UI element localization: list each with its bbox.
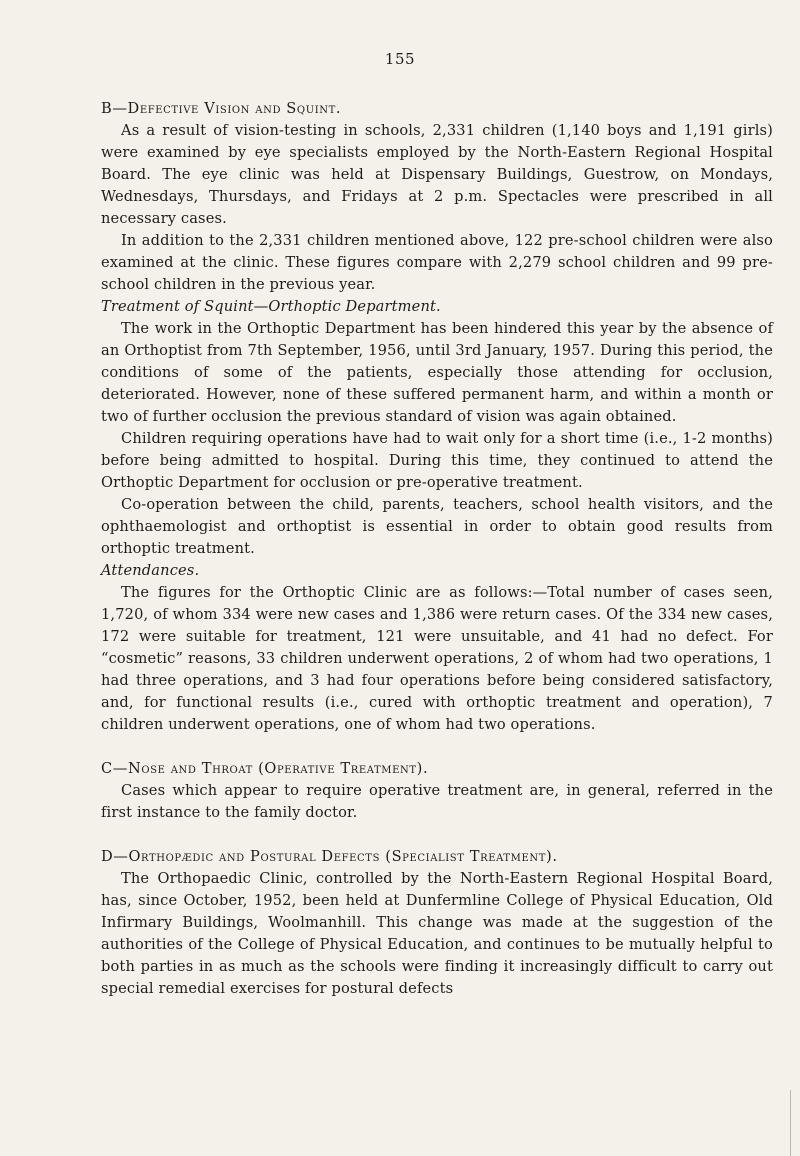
section-b-heading: B—Defective Vision and Squint. xyxy=(101,100,342,117)
section-b-paragraph-2: In addition to the 2,331 children mentioned above, 122 pre-school children were also examined at the clinic. These figures compare with 2,279 school children and 99 pre-school children in the previous year. xyxy=(101,232,773,293)
treatment-subheading: Treatment of Squint—Orthoptic Department. xyxy=(101,298,441,315)
attendances-subheading: Attendances. xyxy=(101,562,200,579)
section-d-paragraph: The Orthopaedic Clinic, controlled by the North-Eastern Regional Hospital Board, has, since October, 1952, been held at Dunfermline College of Physical Education, Old Infirmary Buildings, Woolmanhill. This change was made at the suggestion of the authorities of the College of Physical Education, and continues to be mutually helpful to both parties in as much as the schools were finding it increasingly difficult to carry out special remedial exercises for postural defects xyxy=(101,870,773,997)
section-spacer xyxy=(101,824,773,846)
treatment-paragraph-1: The work in the Orthoptic Department has been hindered this year by the absence of an Orthoptist from 7th September, 1956, until 3rd January, 1957. During this period, the conditions of some of the patients, especially those attending for occlusion, deteriorated. However, none of these suffered permanent harm, and within a month or two of further occlusion the previous standard of vision was again obtained. xyxy=(101,320,773,425)
section-spacer xyxy=(101,736,773,758)
margin-rule xyxy=(790,1090,791,1156)
page-number: 155 xyxy=(384,50,416,68)
section-c-paragraph: Cases which appear to require operative treatment are, in general, referred in the first instance to the family doctor. xyxy=(101,782,773,821)
section-d-heading: D—Orthopædic and Postural Defects (Specialist Treatment). xyxy=(101,848,558,865)
attendances-paragraph: The figures for the Orthoptic Clinic are as follows:—Total number of cases seen, 1,720, of whom 334 were new cases and 1,386 were return cases. Of the 334 new cases, 172 were suitable for treatment, 121 were unsuitable, and 41 had no defect. For “cosmetic” reasons, 33 children underwent operations, 2 of whom had two operations, 1 had three operations, and 3 had four operations before being considered satisfactory, and, for functional results (i.e., cured with orthoptic treatment and operation), 7 children underwent operations, one of whom had two operations. xyxy=(101,584,773,733)
treatment-paragraph-2: Children requiring operations have had to wait only for a short time (i.e., 1-2 months) before being admitted to hospital. During this time, they continued to attend the Orthoptic Department for occlusion or pre-operative treatment. xyxy=(101,430,773,491)
section-c-heading: C—Nose and Throat (Operative Treatment). xyxy=(101,760,429,777)
treatment-paragraph-3: Co-operation between the child, parents, teachers, school health visitors, and the ophthaemologist and orthoptist is essential in order to obtain good results from orthoptic treatment. xyxy=(101,496,773,557)
page-body xyxy=(101,98,773,1000)
section-b-paragraph-1: As a result of vision-testing in schools, 2,331 children (1,140 boys and 1,191 girls) were examined by eye specialists employed by the North-Eastern Regional Hospital Board. The eye clinic was held at Dispensary Buildings, Guestrow, on Mondays, Wednesdays, Thursdays, and Fridays at 2 p.m. Spectacles were prescribed in all necessary cases. xyxy=(101,122,773,227)
